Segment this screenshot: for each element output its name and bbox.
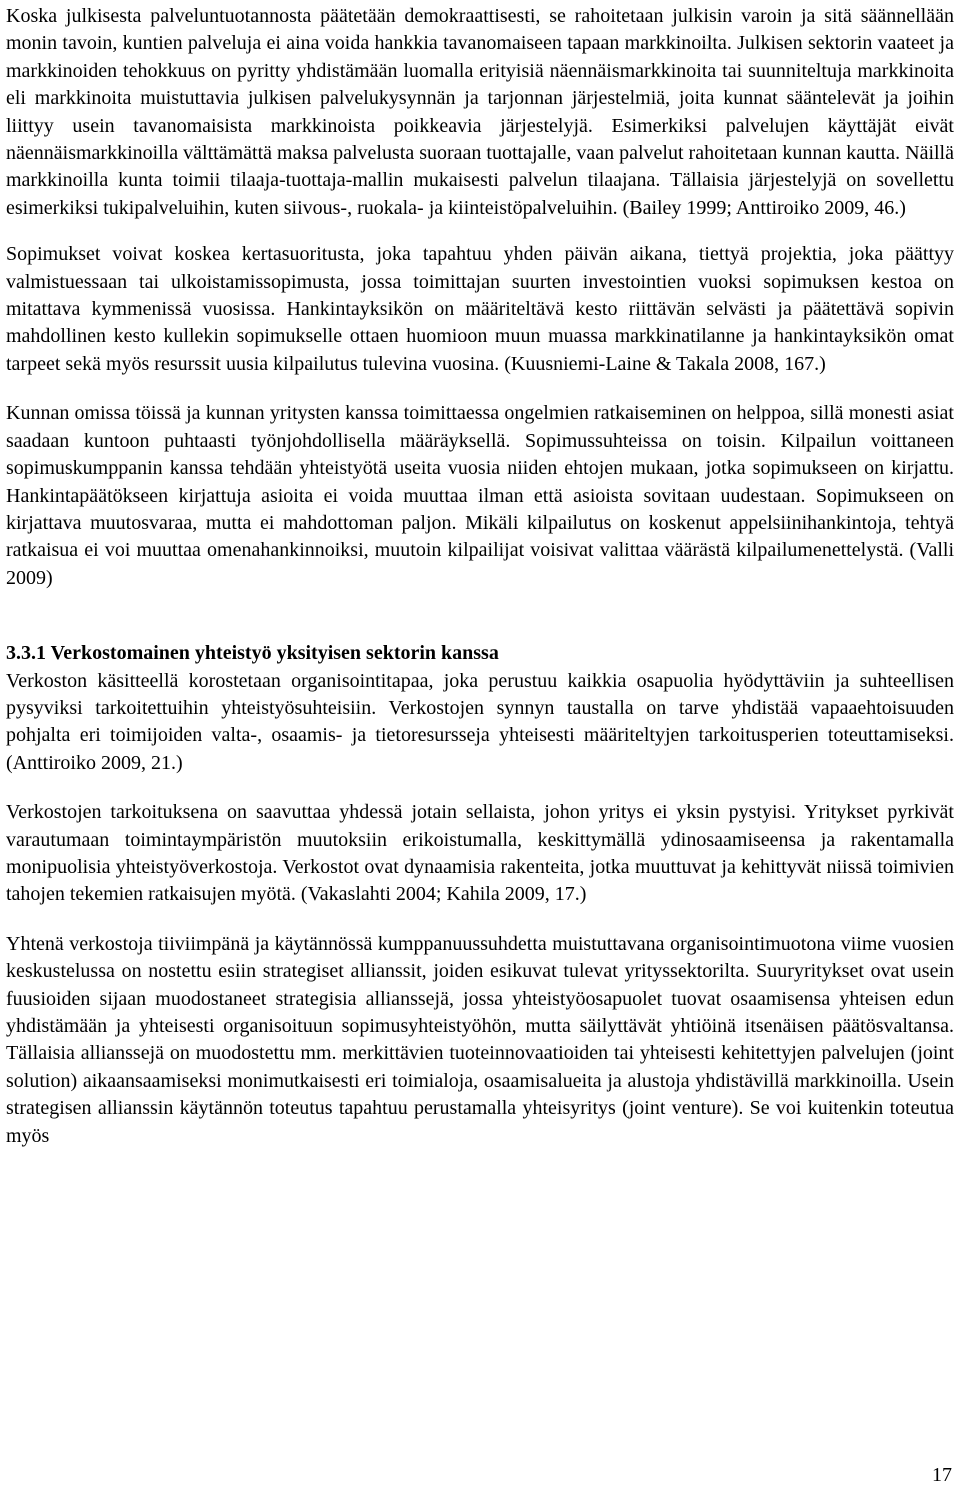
paragraph-quasi-markets: Koska julkisesta palveluntuotannosta päätetään demokraattisesti, se rahoitetaan julkisin varoin ja sitä säännellään monin tavoin, kuntien palveluja ei aina voida hankkia tavanomaiseen tapaan markkinoilta. Julkisen sektorin vaateet ja markkinoiden tehokkuus on pyritty yhdistämään luomalla erityisiä näennäismarkkinoita tai suunniteltuja markkinoita eli markkinoita muistuttavia julkisen palvelukysynnän ja tarjonnan järjestelmiä, joita kunnat sääntelevät ja joihin liittyy usein tavanomaisista markkinoista poikkeavia järjestelyjä. Esimerkiksi palvelujen käyttäjät eivät näennäismarkkinoilla välttämättä maksa palvelusta suoraan tuottajalle, vaan palvelut rahoitetaan kunnan kautta. Näillä markkinoilla kunta toimii tilaaja-tuottaja-mallin mukaisesti palvelun tilaajana. Tällaisia järjestelyjä on sovellettu esimerkiksi tukipalveluihin, kuten siivous-, ruokala- ja kiinteistöpalveluihin. (Bailey 1999; Anttiroiko 2009, 46.) bbox=[6, 5, 954, 219]
paragraph-network-concept: Verkoston käsitteellä korostetaan organisointitapaa, joka perustuu kaikkia osapuolia hyödyttäviin ja suhteellisen pysyviksi tarkoitettuihin yhteistyösuhteisiin. Verkostojen synnyn taustalla on tarve yhdistää vapaaehtoisuuden pohjalta eri toimijoiden valta-, osaamis- ja tietoresursseja yhteisesti määriteltyjen tarkoitusperien toteuttamiseksi. (Anttiroiko 2009, 21.) bbox=[6, 669, 954, 774]
paragraph-strategic-alliances: Yhtenä verkostoja tiiviimpänä ja käytännössä kumppanuussuhdetta muistuttavana organisointimuotona viime vuosien keskustelussa on nostettu esiin strategiset allianssit, joiden esikuvat tulevat yrityssektorilta. Suuryritykset ovat usein fuusioiden sijaan muodostaneet strategisia allianssejä, jossa yhteistyöosapuolet tuovat osaamisensa yhteisen edun yhdistämään ja yhteisesti organisoituun sopimusyhteistyöhön, mutta säilyttävät yhtiöinä itsenäisen päätösvaltansa. Tällaisia allianssejä on muodostettu mm. merkittävien tuoteinnovaatioiden tai yhteisesti kehitettyjen palvelujen (joint solution) aikaansaamiseksi monimutkaisesti eri toimialoja, osaamisalueita ja alustoja yhdistävillä markkinoilla. Usein strategisen allianssin käytännön toteutus tapahtuu perustamalla yhteisyritys (joint venture). Se voi kuitenkin toteutua myös bbox=[6, 932, 954, 1147]
paragraph-contract-duration: Sopimukset voivat koskea kertasuoritusta, joka tapahtuu yhden päivän aikana, tiettyä projektia, joka päättyy valmistuessaan tai ulkoistamissopimusta, jossa toimittajan suurten investointien vuoksi sopimuksen kestoa on mitattava kymmenissä vuosissa. Hankintayksikön on määriteltävä kesto riittävän selvästi ja päätettävä sopivin mahdollinen kesto kullekin sopimukselle ottaen huomioon muun muassa markkinatilanne ja hankintayksikön omat tarpeet sekä myös resurssit uusia kilpailutus tulevina vuosina. (Kuusniemi-Laine & Takala 2008, 167.) bbox=[6, 243, 954, 375]
document-page bbox=[6, 0, 954, 1150]
page-number: 17 bbox=[932, 1464, 952, 1486]
section-heading: 3.3.1 Verkostomainen yhteistyö yksityisen sektorin kanssa bbox=[6, 642, 499, 665]
paragraph-network-purpose: Verkostojen tarkoituksena on saavuttaa yhdessä jotain sellaista, johon yritys ei yksin pystyisi. Yritykset pyrkivät varautumaan toimintaympäristön muutoksiin erikoistumalla, keskittymällä ydinosaamiseensa ja rakentamalla monipuolisia yhteistyöverkostoja. Verkostot ovat dynaamisia rakenteita, jotka muuttuvat ja kehittyvät niissä toimivien tahojen tekemien ratkaisujen myötä. (Vakaslahti 2004; Kahila 2009, 17.) bbox=[6, 801, 954, 906]
paragraph-contract-relations: Kunnan omissa töissä ja kunnan yritysten kanssa toimittaessa ongelmien ratkaiseminen on helppoa, sillä monesti asiat saadaan kuntoon puhtaasti työnjohdollisella määräyksellä. Sopimussuhteissa on toisin. Kilpailun voittaneen sopimuskumppanin kanssa tehdään yhteistyötä useita vuosia niiden ehtojen mukaan, jotka sopimukseen on kirjattu. Hankintapäätökseen kirjattuja asioita ei voida muuttaa ilman että asioista sovitaan uudestaan. Sopimukseen on kirjattava muutosvaraa, mutta ei mahdottoman paljon. Mikäli kilpailutus on koskenut appelsiinihankintoja, tehtyä ratkaisua ei voi muuttaa omenahankinnoiksi, muutoin kilpailijat voisivat valittaa väärästä kilpailumenettelystä. (Valli 2009) bbox=[6, 402, 954, 589]
